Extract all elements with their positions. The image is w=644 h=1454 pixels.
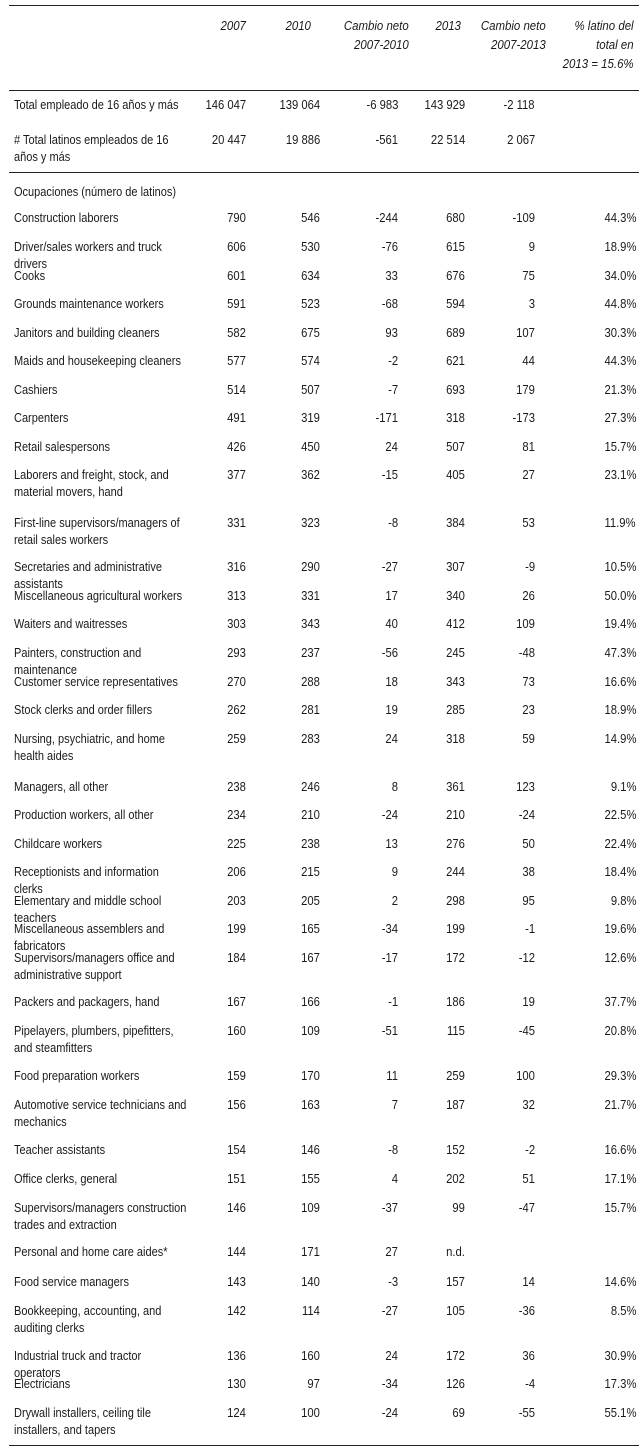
- change-2007-2013: 50: [522, 837, 535, 851]
- value-2013: 689: [446, 326, 465, 340]
- change-2007-2010: 2: [391, 894, 398, 908]
- latino-percent: 44.8%: [604, 297, 636, 311]
- row-label: Food preparation workers: [14, 1069, 140, 1083]
- value-2007: 146 047: [205, 98, 246, 112]
- change-2007-2013: -48: [518, 646, 535, 660]
- value-2010: 331: [301, 589, 320, 603]
- row-label: Secretaries and administrative assistants: [14, 560, 162, 591]
- latino-percent: 19.6%: [604, 922, 636, 936]
- row-label: Electricians: [14, 1377, 71, 1391]
- value-2010: 634: [301, 269, 320, 283]
- value-2010: 238: [301, 837, 320, 851]
- value-2007: 151: [227, 1172, 246, 1186]
- value-2013: 115: [447, 1024, 465, 1038]
- change-2007-2013: 27: [522, 468, 535, 482]
- value-2013: 276: [446, 837, 465, 851]
- change-2007-2013: 19: [522, 995, 535, 1009]
- change-2007-2010: 19: [385, 703, 398, 717]
- value-2007: 606: [227, 240, 246, 254]
- latino-percent: 16.6%: [604, 675, 636, 689]
- row-label: Cashiers: [14, 383, 58, 397]
- row-label: Miscellaneous agricultural workers: [14, 589, 183, 603]
- change-2007-2010: -34: [381, 922, 398, 936]
- change-2007-2010: -24: [381, 1406, 398, 1420]
- value-2010: 114: [302, 1304, 320, 1318]
- row-label: Automotive service technicians and mechanics: [14, 1098, 187, 1129]
- value-2007: 316: [227, 560, 246, 574]
- value-2013: 307: [446, 560, 465, 574]
- change-2007-2013: -9: [524, 560, 535, 574]
- value-2007: 313: [227, 589, 246, 603]
- change-2007-2013: 75: [522, 269, 535, 283]
- value-2007: 577: [227, 354, 246, 368]
- row-label: Laborers and freight, stock, and material movers, hand: [14, 468, 169, 499]
- latino-percent: 16.6%: [604, 1143, 636, 1157]
- latino-percent: 18.4%: [604, 865, 636, 879]
- value-2007: 199: [227, 922, 246, 936]
- change-2007-2013: -47: [518, 1201, 535, 1215]
- value-2013: 405: [446, 468, 465, 482]
- value-2007: 167: [227, 995, 246, 1009]
- value-2013: 361: [446, 780, 465, 794]
- change-2007-2010: -27: [381, 1304, 398, 1318]
- value-2007: 238: [227, 780, 246, 794]
- change-2007-2013: 81: [522, 440, 535, 454]
- value-2013: 69: [452, 1406, 465, 1420]
- row-label: Stock clerks and order fillers: [14, 703, 153, 717]
- change-2007-2010: 8: [391, 780, 398, 794]
- row-label: Office clerks, general: [14, 1172, 118, 1186]
- value-2013: 676: [446, 269, 465, 283]
- value-2010: 166: [301, 995, 320, 1009]
- value-2007: 124: [227, 1406, 246, 1420]
- row-label: Receptionists and information clerks: [14, 865, 159, 896]
- change-2007-2013: 44: [522, 354, 535, 368]
- value-2007: 514: [227, 383, 246, 397]
- change-2007-2010: 13: [385, 837, 398, 851]
- change-2007-2013: 26: [522, 589, 535, 603]
- change-2007-2010: -3: [387, 1275, 398, 1289]
- row-label: Carpenters: [14, 411, 69, 425]
- change-2007-2010: 24: [385, 440, 398, 454]
- value-2007: 270: [227, 675, 246, 689]
- value-2010: 283: [301, 732, 320, 746]
- change-2007-2010: -24: [381, 808, 398, 822]
- change-2007-2013: -2 118: [503, 98, 535, 112]
- change-2007-2010: -56: [381, 646, 398, 660]
- value-2013: 199: [446, 922, 465, 936]
- change-2007-2013: -36: [518, 1304, 535, 1318]
- change-2007-2010: -34: [381, 1377, 398, 1391]
- latino-percent: 37.7%: [604, 995, 636, 1009]
- change-2007-2010: -17: [381, 951, 398, 965]
- latino-percent: 21.7%: [604, 1098, 636, 1112]
- value-2013: 244: [446, 865, 465, 879]
- row-label: Personal and home care aides*: [14, 1245, 168, 1259]
- value-2007: 293: [227, 646, 246, 660]
- change-2007-2010: -27: [381, 560, 398, 574]
- value-2013: 594: [446, 297, 465, 311]
- value-2007: 491: [227, 411, 246, 425]
- change-2007-2010: -561: [375, 133, 398, 147]
- value-2013: 340: [446, 589, 465, 603]
- value-2007: 146: [227, 1201, 246, 1215]
- change-2007-2013: -12: [518, 951, 535, 965]
- value-2007: 331: [227, 516, 246, 530]
- header-2007: 2007: [220, 18, 246, 33]
- row-label: First-line supervisors/managers of retail sales workers: [14, 516, 180, 547]
- change-2007-2010: 93: [385, 326, 398, 340]
- value-2007: 303: [227, 617, 246, 631]
- value-2010: 205: [301, 894, 320, 908]
- row-label: Elementary and middle school teachers: [14, 894, 162, 925]
- header-2013: 2013: [435, 18, 461, 33]
- value-2010: 109: [301, 1201, 320, 1215]
- change-2007-2010: -7: [387, 383, 398, 397]
- row-label: Industrial truck and tractor operators: [14, 1349, 142, 1380]
- change-2007-2013: -109: [512, 211, 535, 225]
- value-2010: 167: [301, 951, 320, 965]
- value-2010: 171: [301, 1245, 320, 1259]
- value-2013: 693: [446, 383, 465, 397]
- top-rule: [9, 5, 639, 6]
- latino-percent: 18.9%: [604, 240, 636, 254]
- latino-percent: 14.9%: [604, 732, 636, 746]
- change-2007-2010: 24: [385, 732, 398, 746]
- row-label: Total empleado de 16 años y más: [14, 98, 179, 112]
- change-2007-2013: 9: [528, 240, 535, 254]
- value-2013: 210: [446, 808, 465, 822]
- row-label: Customer service representatives: [14, 675, 178, 689]
- latino-percent: 27.3%: [604, 411, 636, 425]
- value-2007: 154: [227, 1143, 246, 1157]
- row-label: Managers, all other: [14, 780, 109, 794]
- latino-percent: 15.7%: [604, 1201, 636, 1215]
- change-2007-2013: 53: [522, 516, 535, 530]
- value-2013: 143 929: [424, 98, 465, 112]
- value-2010: 109: [301, 1024, 320, 1038]
- value-2010: 139 064: [279, 98, 320, 112]
- value-2013: 126: [446, 1377, 465, 1391]
- value-2013: 152: [446, 1143, 465, 1157]
- change-2007-2010: -51: [381, 1024, 398, 1038]
- latino-percent: 20.8%: [604, 1024, 636, 1038]
- latino-percent: 30.3%: [604, 326, 636, 340]
- value-2007: 136: [227, 1349, 246, 1363]
- value-2010: 210: [301, 808, 320, 822]
- value-2007: 206: [227, 865, 246, 879]
- value-2010: 450: [301, 440, 320, 454]
- value-2007: 591: [227, 297, 246, 311]
- row-label: Retail salespersons: [14, 440, 111, 454]
- row-label: Pipelayers, plumbers, pipefitters, and steamfitters: [14, 1024, 174, 1055]
- latino-percent: 14.6%: [604, 1275, 636, 1289]
- change-2007-2013: 179: [516, 383, 535, 397]
- change-2007-2013: 123: [516, 780, 535, 794]
- change-2007-2010: -15: [381, 468, 398, 482]
- row-label: Production workers, all other: [14, 808, 154, 822]
- row-label: Nursing, psychiatric, and home health aides: [14, 732, 166, 763]
- change-2007-2010: 40: [385, 617, 398, 631]
- value-2010: 163: [301, 1098, 320, 1112]
- bottom-rule: [9, 1445, 639, 1446]
- latino-percent: 19.4%: [604, 617, 636, 631]
- change-2007-2010: 27: [385, 1245, 398, 1259]
- latino-percent: 10.5%: [604, 560, 636, 574]
- change-2007-2010: -1: [387, 995, 398, 1009]
- row-label: Supervisors/managers construction trades and extraction: [14, 1201, 187, 1232]
- change-2007-2013: 38: [522, 865, 535, 879]
- value-2013: 285: [446, 703, 465, 717]
- change-2007-2010: -244: [375, 211, 398, 225]
- value-2013: 245: [446, 646, 465, 660]
- header-change-2007-2010: Cambio neto 2007-2010: [344, 18, 409, 52]
- latino-percent: 8.5%: [610, 1304, 636, 1318]
- value-2010: 215: [301, 865, 320, 879]
- change-2007-2010: -8: [387, 1143, 398, 1157]
- row-label: Food service managers: [14, 1275, 129, 1289]
- value-2010: 170: [301, 1069, 320, 1083]
- row-label: Janitors and building cleaners: [14, 326, 160, 340]
- change-2007-2010: -68: [381, 297, 398, 311]
- value-2013: 172: [446, 951, 465, 965]
- section-title: Ocupaciones (número de latinos): [14, 185, 177, 199]
- latino-percent: 17.1%: [604, 1172, 636, 1186]
- value-2010: 546: [301, 211, 320, 225]
- value-2010: 675: [301, 326, 320, 340]
- value-2007: 582: [227, 326, 246, 340]
- latino-percent: 15.7%: [604, 440, 636, 454]
- change-2007-2010: -2: [387, 354, 398, 368]
- row-label: Teacher assistants: [14, 1143, 106, 1157]
- change-2007-2010: -6 983: [366, 98, 398, 112]
- latino-percent: 12.6%: [604, 951, 636, 965]
- value-2010: 288: [301, 675, 320, 689]
- value-2010: 160: [301, 1349, 320, 1363]
- row-label: Grounds maintenance workers: [14, 297, 164, 311]
- row-label: Miscellaneous assemblers and fabricators: [14, 922, 165, 953]
- value-2007: 160: [227, 1024, 246, 1038]
- latino-percent: 17.3%: [604, 1377, 636, 1391]
- change-2007-2013: 14: [522, 1275, 535, 1289]
- value-2010: 237: [301, 646, 320, 660]
- change-2007-2010: -37: [381, 1201, 398, 1215]
- latino-percent: 11.9%: [604, 516, 636, 530]
- change-2007-2013: -45: [518, 1024, 535, 1038]
- row-label: Cooks: [14, 269, 46, 283]
- value-2013: 343: [446, 675, 465, 689]
- row-label: Painters, construction and maintenance: [14, 646, 142, 677]
- value-2007: 790: [227, 211, 246, 225]
- change-2007-2010: -171: [375, 411, 398, 425]
- value-2007: 159: [227, 1069, 246, 1083]
- latino-percent: 47.3%: [604, 646, 636, 660]
- change-2007-2013: 59: [522, 732, 535, 746]
- value-2010: 140: [301, 1275, 320, 1289]
- latino-percent: 55.1%: [604, 1406, 636, 1420]
- change-2007-2010: 18: [385, 675, 398, 689]
- value-2010: 246: [301, 780, 320, 794]
- value-2010: 523: [301, 297, 320, 311]
- value-2010: 319: [301, 411, 320, 425]
- row-label: Waiters and waitresses: [14, 617, 128, 631]
- change-2007-2013: 107: [516, 326, 535, 340]
- value-2013: 22 514: [430, 133, 465, 147]
- header-latino-percent: % latino del total en 2013 = 15.6%: [563, 18, 634, 71]
- change-2007-2010: 33: [385, 269, 398, 283]
- latino-percent: 21.3%: [604, 383, 636, 397]
- header-rule: [9, 90, 639, 91]
- row-label: Childcare workers: [14, 837, 103, 851]
- change-2007-2013: 95: [522, 894, 535, 908]
- value-2007: 184: [227, 951, 246, 965]
- change-2007-2013: -55: [518, 1406, 535, 1420]
- change-2007-2010: -76: [381, 240, 398, 254]
- change-2007-2013: -1: [524, 922, 535, 936]
- change-2007-2013: -2: [524, 1143, 535, 1157]
- value-2010: 290: [301, 560, 320, 574]
- section-rule: [9, 172, 639, 173]
- row-label: Supervisors/managers office and administrative support: [14, 951, 175, 982]
- change-2007-2010: -8: [387, 516, 398, 530]
- value-2013: 298: [446, 894, 465, 908]
- value-2013: 384: [446, 516, 465, 530]
- latino-percent: 44.3%: [604, 211, 636, 225]
- value-2010: 281: [301, 703, 320, 717]
- value-2007: 262: [227, 703, 246, 717]
- change-2007-2013: -173: [512, 411, 535, 425]
- value-2010: 100: [301, 1406, 320, 1420]
- value-2007: 234: [227, 808, 246, 822]
- value-2010: 146: [301, 1143, 320, 1157]
- change-2007-2010: 24: [385, 1349, 398, 1363]
- value-2013: 157: [446, 1275, 465, 1289]
- value-2013: 186: [446, 995, 465, 1009]
- value-2007: 426: [227, 440, 246, 454]
- change-2007-2010: 9: [391, 865, 398, 879]
- value-2007: 225: [227, 837, 246, 851]
- change-2007-2013: 23: [522, 703, 535, 717]
- latino-percent: 22.4%: [604, 837, 636, 851]
- change-2007-2013: 2 067: [506, 133, 535, 147]
- latino-percent: 50.0%: [604, 589, 636, 603]
- change-2007-2013: -4: [524, 1377, 535, 1391]
- value-2007: 20 447: [211, 133, 246, 147]
- latino-percent: 22.5%: [604, 808, 636, 822]
- row-label: Maids and housekeeping cleaners: [14, 354, 181, 368]
- latino-percent: 9.1%: [610, 780, 636, 794]
- row-label: Bookkeeping, accounting, and auditing clerks: [14, 1304, 162, 1335]
- value-2007: 142: [227, 1304, 246, 1318]
- change-2007-2010: 11: [386, 1069, 398, 1083]
- value-2007: 203: [227, 894, 246, 908]
- latino-percent: 34.0%: [604, 269, 636, 283]
- value-2013: 318: [446, 732, 465, 746]
- latino-percent: 23.1%: [604, 468, 636, 482]
- value-2007: 377: [227, 468, 246, 482]
- value-2010: 19 886: [285, 133, 320, 147]
- latino-percent: 29.3%: [604, 1069, 636, 1083]
- row-label: Drywall installers, ceiling tile installers, and tapers: [14, 1406, 151, 1437]
- value-2013: 507: [446, 440, 465, 454]
- latino-percent: 9.8%: [610, 894, 636, 908]
- value-2007: 601: [227, 269, 246, 283]
- value-2013: 621: [446, 354, 465, 368]
- change-2007-2010: 7: [391, 1098, 398, 1112]
- value-2010: 507: [301, 383, 320, 397]
- value-2010: 97: [307, 1377, 320, 1391]
- value-2007: 130: [227, 1377, 246, 1391]
- change-2007-2013: 73: [522, 675, 535, 689]
- value-2013: 202: [446, 1172, 465, 1186]
- value-2013: 318: [446, 411, 465, 425]
- value-2007: 156: [227, 1098, 246, 1112]
- value-2013: 680: [446, 211, 465, 225]
- value-2013: 259: [446, 1069, 465, 1083]
- value-2010: 323: [301, 516, 320, 530]
- value-2013: 412: [446, 617, 465, 631]
- value-2010: 343: [301, 617, 320, 631]
- row-label: Packers and packagers, hand: [14, 995, 160, 1009]
- value-2010: 362: [301, 468, 320, 482]
- value-2010: 165: [301, 922, 320, 936]
- change-2007-2013: 51: [522, 1172, 535, 1186]
- header-2010: 2010: [285, 18, 311, 33]
- value-2013: n.d.: [446, 1245, 465, 1259]
- change-2007-2013: 3: [528, 297, 535, 311]
- value-2013: 172: [446, 1349, 465, 1363]
- value-2010: 574: [301, 354, 320, 368]
- change-2007-2010: 4: [391, 1172, 398, 1186]
- value-2010: 530: [301, 240, 320, 254]
- row-label: # Total latinos empleados de 16 años y más: [14, 133, 169, 164]
- change-2007-2013: 36: [522, 1349, 535, 1363]
- change-2007-2013: 100: [516, 1069, 535, 1083]
- latino-percent: 18.9%: [604, 703, 636, 717]
- value-2013: 105: [446, 1304, 465, 1318]
- row-label: Construction laborers: [14, 211, 119, 225]
- header-change-2007-2013: Cambio neto 2007-2013: [481, 18, 546, 52]
- change-2007-2013: 32: [522, 1098, 535, 1112]
- value-2007: 143: [227, 1275, 246, 1289]
- latino-percent: 30.9%: [604, 1349, 636, 1363]
- change-2007-2010: 17: [385, 589, 398, 603]
- latino-percent: 44.3%: [604, 354, 636, 368]
- value-2010: 155: [301, 1172, 320, 1186]
- value-2013: 187: [446, 1098, 465, 1112]
- change-2007-2013: -24: [518, 808, 535, 822]
- row-label: Driver/sales workers and truck drivers: [14, 240, 162, 271]
- change-2007-2013: 109: [516, 617, 535, 631]
- value-2007: 259: [227, 732, 246, 746]
- value-2013: 99: [452, 1201, 465, 1215]
- value-2007: 144: [227, 1245, 246, 1259]
- value-2013: 615: [446, 240, 465, 254]
